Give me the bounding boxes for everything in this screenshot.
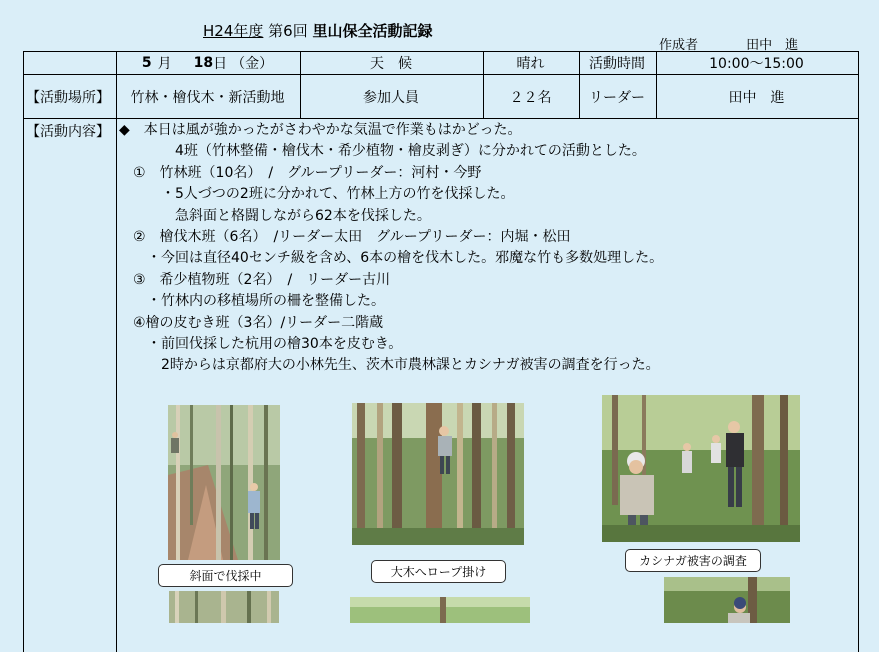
content-line: 4班（竹林整備・檜伐木・希少植物・檜皮剥ぎ）に分かれての活動とした。 bbox=[119, 143, 646, 160]
main-title: 里山保全活動記録 bbox=[312, 22, 433, 40]
content-line: ① 竹林班（10名） / グループリーダー：河村・今野 bbox=[119, 164, 482, 181]
photo-rope-tree bbox=[352, 403, 524, 545]
caption-rope-tree: 大木へロープ掛け bbox=[371, 560, 506, 583]
column-divider bbox=[116, 52, 117, 652]
weather-value: 晴れ bbox=[516, 56, 545, 72]
date-day-unit: 日 bbox=[213, 56, 228, 72]
time-value: 10:00～15:00 bbox=[709, 56, 804, 72]
participants-label: 参加人員 bbox=[363, 89, 419, 106]
page-title bbox=[203, 20, 433, 41]
content-line: ・5人づつの2班に分かれて、竹林上方の竹を伐採した。 bbox=[119, 186, 515, 203]
photo-lower-right bbox=[664, 577, 790, 623]
weather-label: 天 候 bbox=[370, 56, 412, 72]
round-text: 第6回 bbox=[268, 22, 308, 40]
caption-slope-cutting: 斜面で伐採中 bbox=[158, 564, 293, 587]
activity-description bbox=[119, 120, 663, 377]
date-month-unit: 月 bbox=[157, 56, 172, 72]
date-weekday: （金） bbox=[231, 56, 274, 72]
row-divider bbox=[24, 118, 858, 119]
photo-lower-center bbox=[350, 597, 530, 623]
content-line: ◆ 本日は風が強かったがさわやかな気温で作業もはかどった。 bbox=[119, 122, 522, 138]
content-label: 【活動内容】 bbox=[26, 124, 110, 140]
content-line: ④檜の皮むき班（3名）/リーダー二階蔵 bbox=[119, 314, 384, 331]
content-line: ・竹林内の移植場所の柵を整備した。 bbox=[119, 293, 385, 310]
content-line: ③ 希少植物班（2名） / リーダー古川 bbox=[119, 271, 391, 288]
content-line: 急斜面と格闘しながら62本を伐採した。 bbox=[119, 207, 431, 224]
photo-lower-left bbox=[169, 591, 279, 623]
content-line: ② 檜伐木班（6名） /リーダー太田 グループリーダー：内堀・松田 bbox=[119, 229, 571, 246]
time-label: 活動時間 bbox=[589, 56, 645, 72]
date-month: 5 bbox=[141, 55, 152, 71]
content-line: 2時からは京都府大の小林先生、茨木市農林課とカシナガ被害の調査を行った。 bbox=[119, 357, 660, 374]
leader-label: リーダー bbox=[589, 89, 645, 106]
photo-damage-survey bbox=[602, 395, 800, 542]
content-line: ・前回伐採した杭用の檜30本を皮むき。 bbox=[119, 336, 403, 353]
date-day: 18 bbox=[193, 55, 214, 71]
date-cell bbox=[116, 52, 299, 74]
content-line: ・今回は直径40センチ級を含め、6本の檜を伐木した。邪魔な竹も多数処理した。 bbox=[119, 250, 664, 267]
author-label: 作成者 bbox=[659, 38, 699, 53]
photo-slope-cutting bbox=[168, 405, 280, 560]
place-value: 竹林・檜伐木・新活動地 bbox=[130, 89, 285, 106]
place-label: 【活動場所】 bbox=[26, 89, 110, 106]
participants-value: ２２名 bbox=[509, 89, 552, 106]
leader-value: 田中 進 bbox=[728, 89, 785, 106]
author-name: 田中 進 bbox=[746, 38, 799, 53]
year-text: H24年度 bbox=[203, 22, 264, 40]
caption-damage-survey: カシナガ被害の調査 bbox=[625, 549, 761, 572]
